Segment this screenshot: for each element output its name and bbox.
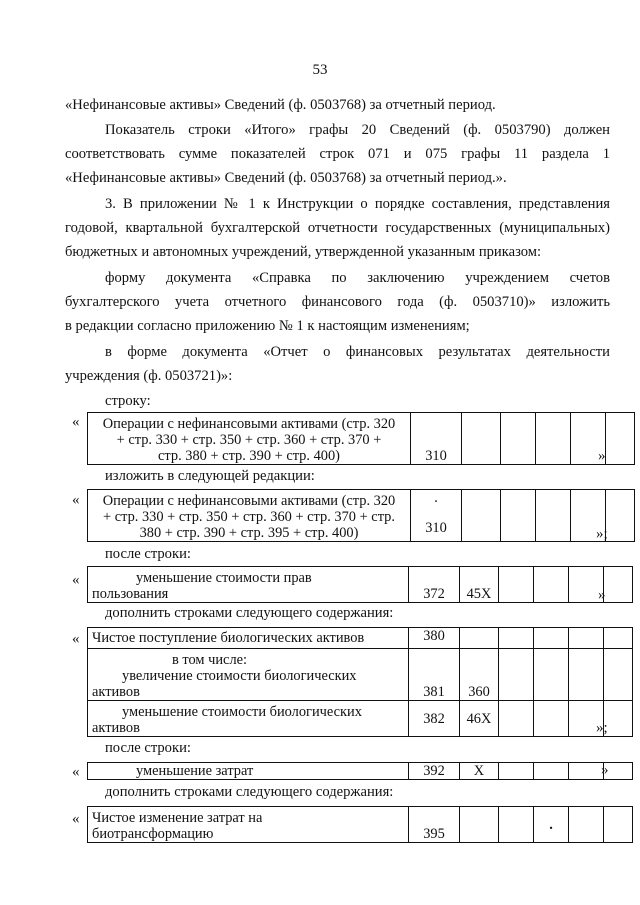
row-code: 395: [409, 807, 460, 843]
table-cell: [460, 807, 499, 843]
instruction-line: дополнить строками следующего содержания:: [105, 605, 394, 621]
table-cell: [606, 490, 635, 542]
row-label: Чистое изменение затрат на биотрансформацию: [88, 807, 409, 843]
stray-mark: .: [534, 807, 569, 843]
row-code: 372: [409, 567, 460, 603]
table-cell: [460, 628, 499, 649]
table-cell: [604, 807, 633, 843]
table-cell: [569, 807, 604, 843]
paragraph-line: Показатель строки «Итого» графы 20 Сведений (ф. 0503790) должен: [105, 122, 610, 138]
open-quote: «: [72, 631, 80, 647]
table-row: [87, 412, 635, 465]
table-cell: [606, 413, 635, 465]
table-cell: [534, 649, 569, 701]
row-label: в том числе: увеличение стоимости биологических активов: [88, 649, 409, 701]
table-cell: [499, 567, 534, 603]
table-cell: [569, 763, 604, 780]
row-label: уменьшение затрат: [88, 763, 409, 780]
paragraph-line: бухгалтерского учета отчетного финансового года (ф. 0503710)» изложить: [65, 294, 610, 310]
table-cell: [604, 701, 633, 737]
open-quote: «: [72, 811, 80, 827]
table-cell: [501, 490, 536, 542]
row-code: 392: [409, 763, 460, 780]
close-quote: »;: [596, 720, 608, 736]
open-quote: «: [72, 572, 80, 588]
row-code: 382: [409, 701, 460, 737]
table-cell: [604, 628, 633, 649]
table-cell: [604, 567, 633, 603]
table-cell: [569, 649, 604, 701]
table-cell: [536, 490, 571, 542]
instruction-line: после строки:: [105, 546, 191, 562]
table-cell: [462, 413, 501, 465]
table-row: [87, 806, 633, 843]
table-row: [88, 701, 633, 737]
table-cell: [536, 413, 571, 465]
paragraph-line: форму документа «Справка по заключению учреждением счетов: [105, 270, 610, 286]
table-row: [87, 566, 633, 603]
table-cell: [569, 628, 604, 649]
table-row: [88, 649, 633, 701]
table-cell: [534, 628, 569, 649]
row-code: 381: [409, 649, 460, 701]
table-row: [87, 489, 635, 542]
row-label: Чистое поступление биологических активов: [88, 628, 409, 649]
table-cell: [462, 490, 501, 542]
table-cell: [499, 763, 534, 780]
paragraph-line: в форме документа «Отчет о финансовых результатах деятельности: [105, 344, 610, 360]
table-row: [87, 762, 633, 780]
row-code: . 310: [411, 490, 462, 542]
paragraph-line: бюджетных и автономных учреждений, утвержденной указанным приказом:: [65, 244, 542, 260]
row-code: 380: [409, 628, 460, 649]
instruction-line: после строки:: [105, 740, 191, 756]
row-value: 45X: [460, 567, 499, 603]
table-row: [88, 628, 633, 649]
open-quote: «: [72, 764, 80, 780]
stray-mark: .: [434, 490, 438, 506]
instruction-line: дополнить строками следующего содержания:: [105, 784, 394, 800]
table-cell: [499, 701, 534, 737]
table-cell: [534, 763, 569, 780]
row-value: 46X: [460, 701, 499, 737]
table-cell: [501, 413, 536, 465]
table-cell: [499, 628, 534, 649]
page-number: 53: [312, 62, 328, 78]
row-label: уменьшение стоимости прав пользования: [88, 567, 409, 603]
row-label: уменьшение стоимости биологических активов: [88, 701, 409, 737]
paragraph-line: соответствовать сумме показателей строк 071 и 075 графы 11 раздела 1: [65, 146, 610, 162]
row-label: Операции с нефинансовыми активами (стр. 320 + стр. 330 + стр. 350 + стр. 360 + стр. 370 + стр. 380 + стр. 390 + стр. 400): [88, 413, 411, 465]
paragraph-line: годовой, квартальной бухгалтерской отчетности государственных (муниципальных): [65, 220, 610, 236]
paragraph-line: строку:: [105, 393, 151, 409]
table-cell: [499, 649, 534, 701]
close-quote: »: [601, 762, 609, 778]
close-quote: »: [598, 448, 606, 464]
table-block: [87, 627, 633, 737]
paragraph-line: «Нефинансовые активы» Сведений (ф. 0503768) за отчетный период.».: [65, 170, 507, 186]
table-cell: [604, 649, 633, 701]
paragraph-line: 3. В приложении № 1 к Инструкции о порядке составления, представления: [105, 196, 610, 212]
close-quote: »;: [596, 526, 608, 542]
row-value: X: [460, 763, 499, 780]
open-quote: «: [72, 492, 80, 508]
paragraph-line: «Нефинансовые активы» Сведений (ф. 0503768) за отчетный период.: [65, 97, 496, 113]
table-cell: [534, 701, 569, 737]
close-quote: »: [598, 587, 606, 603]
paragraph-line: учреждения (ф. 0503721)»:: [65, 368, 233, 384]
row-value: 360: [460, 649, 499, 701]
row-label: Операции с нефинансовыми активами (стр. 320 + стр. 330 + стр. 350 + стр. 360 + стр. 370 + стр. 380 + стр. 390 + стр. 395 + стр. 400): [88, 490, 411, 542]
open-quote: «: [72, 414, 80, 430]
paragraph-line: в редакции согласно приложению № 1 к настоящим изменениям;: [65, 318, 470, 334]
table-cell: [534, 567, 569, 603]
table-cell: [499, 807, 534, 843]
row-code: 310: [411, 413, 462, 465]
instruction-line: изложить в следующей редакции:: [105, 468, 315, 484]
